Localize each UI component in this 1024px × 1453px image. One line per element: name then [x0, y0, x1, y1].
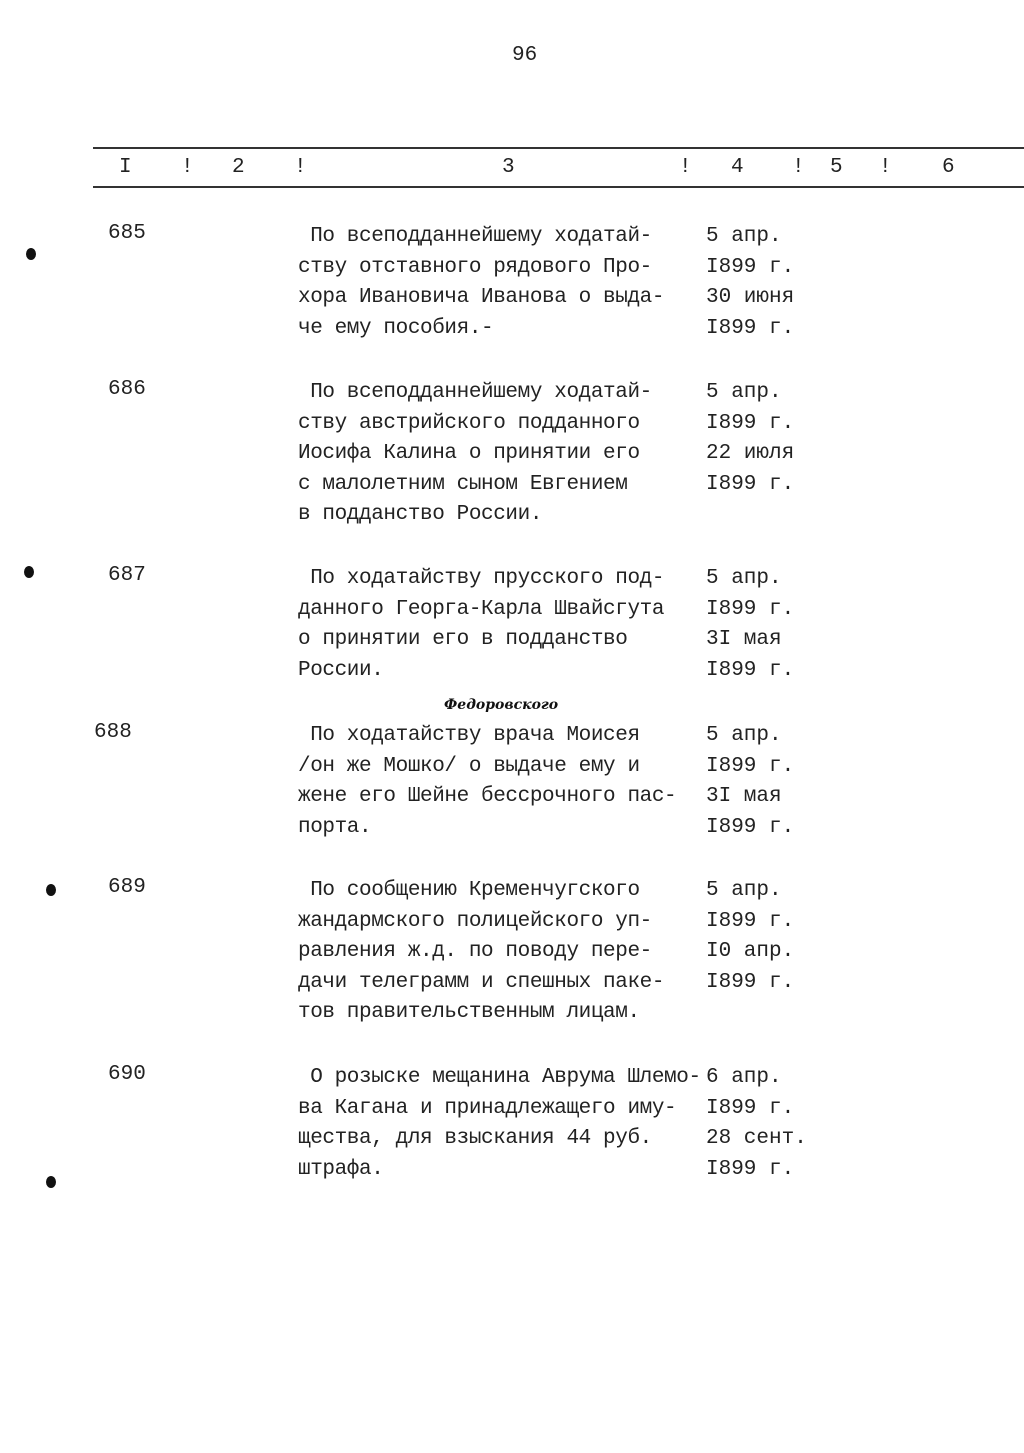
binding-hole-mark — [26, 248, 36, 260]
header-sep: ! — [879, 156, 892, 179]
header-col-5: 5 — [830, 156, 843, 179]
entry-dates: 5 апр. I899 г. 3I мая I899 г. — [706, 567, 795, 682]
entry-number: 687 — [108, 564, 146, 587]
binding-hole-mark — [46, 884, 56, 896]
entry-dates: 5 апр. I899 г. 22 июля I899 г. — [706, 381, 795, 496]
header-col-6: 6 — [942, 156, 955, 179]
entry-number: 685 — [108, 222, 146, 245]
entry-description: По ходатайству врача Моисея /он же Мошко/ о выдаче ему и жене его Шейне бессрочного пас- порта. — [298, 724, 677, 839]
binding-hole-mark — [24, 566, 34, 578]
binding-hole-mark — [46, 1176, 56, 1188]
entry-description: По всеподданнейшему ходатай- ству австрийского подданного Иосифа Калина о принятии его с малолетним сыном Евгением в подданство России. — [298, 381, 652, 527]
entry-dates: 5 апр. I899 г. 30 июня I899 г. — [706, 225, 795, 340]
header-col-2: 2 — [232, 156, 245, 179]
header-sep: ! — [181, 156, 194, 179]
entry-number: 689 — [108, 876, 146, 899]
entry-description: По ходатайству прусского под- данного Георга-Карла Швайсгута о принятии его в подданство России. — [298, 567, 665, 682]
table-header-rule — [93, 186, 1024, 188]
header-sep: ! — [792, 156, 805, 179]
header-sep: ! — [679, 156, 692, 179]
entry-description: О розыске мещанина Аврума Шлемо- ва Кагана и принадлежащего иму- щества, для взыскания 44 руб. штрафа. — [298, 1066, 701, 1181]
entry-dates: 6 апр. I899 г. 28 сент. I899 г. — [706, 1066, 807, 1181]
entry-number: 686 — [108, 378, 146, 401]
page-number: 96 — [512, 44, 538, 67]
header-col-3: 3 — [502, 156, 515, 179]
header-col-1: I — [119, 156, 132, 179]
entry-number: 690 — [108, 1063, 146, 1086]
entry-description: По всеподданнейшему ходатай- ству отставного рядового Про- хора Ивановича Иванова о выда- че ему пособия.- — [298, 225, 665, 340]
entry-description: По сообщению Кременчугского жандармского полицейского уп- равления ж.д. по поводу пере- дачи телеграмм и спешных паке- тов правительственным лицам. — [298, 879, 665, 1025]
entry-dates: 5 апр. I899 г. I0 апр. I899 г. — [706, 879, 795, 994]
header-sep: ! — [294, 156, 307, 179]
table-top-rule — [93, 147, 1024, 149]
handwritten-annotation: Федоровского — [444, 697, 559, 713]
header-col-4: 4 — [731, 156, 744, 179]
entry-number: 688 — [94, 721, 132, 744]
entry-dates: 5 апр. I899 г. 3I мая I899 г. — [706, 724, 795, 839]
